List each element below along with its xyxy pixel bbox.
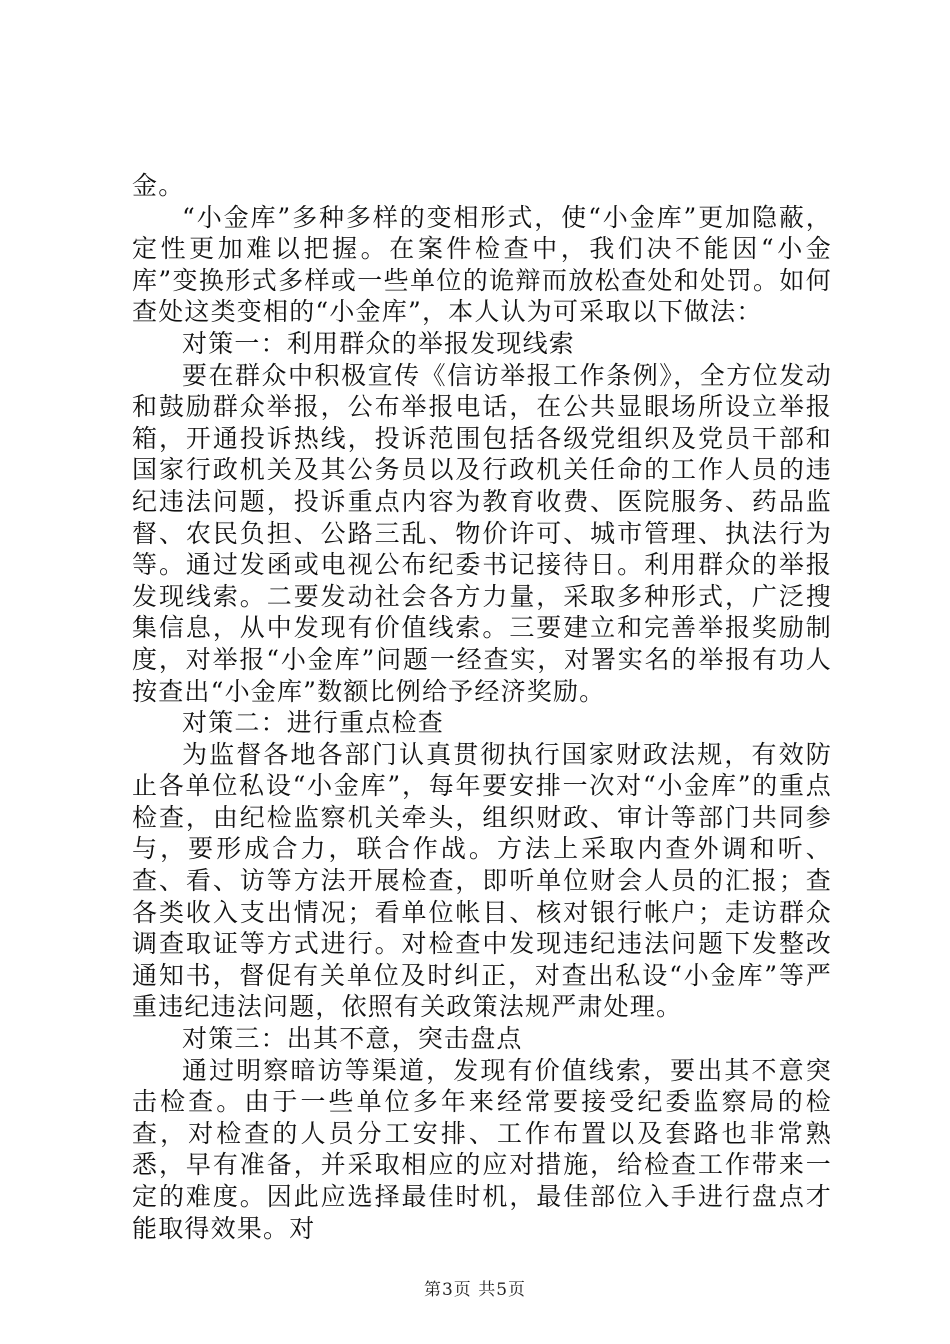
section-heading-strategy-1: 对策一：利用群众的举报发现线索: [182, 328, 576, 358]
paragraph-strategy-1: 要在群众中积极宣传《信访举报工作条例》，全方位发动和鼓励群众举报，公布举报电话，在公共显眼场所设立举报箱，开通投诉热线，投诉范围包括各级党组织及党员干部和国家行政机关及其公务员以及行政机关任命的工作人员的违纪违法问题，投诉重点内容为教育收费、医院服务、药品监督、农民负担、公路三乱、物价许可、城市管理、执法行为等。通过发函或电视公布纪委书记接待日。利用群众的举报发现线索。二要发动社会各方力量，采取多种形式，广泛搜集信息，从中发现有价值线索。三要建立和完善举报奖励制度，对举报“小金库”问题一经查实，对署实名的举报有功人按查出“小金库”数额比例给予经济奖励。: [132, 360, 832, 706]
document-body: [132, 170, 832, 1244]
paragraph-strategy-3: 通过明察暗访等渠道，发现有价值线索，要出其不意突击检查。由于一些单位多年来经常要接受纪委监察局的检查，对检查的人员分工安排、工作布置以及套路也非常熟悉，早有准备，并采取相应的应对措施，给检查工作带来一定的难度。因此应选择最佳时机，最佳部位入手进行盘点才能取得效果。对: [132, 1055, 832, 1243]
section-heading-strategy-2: 对策二：进行重点检查: [182, 708, 445, 738]
paragraph-strategy-2: 为监督各地各部门认真贯彻执行国家财政法规，有效防止各单位私设“小金库”，每年要安排一次对“小金库”的重点检查，由纪检监察机关牵头，组织财政、审计等部门共同参与，要形成合力，联合作战。方法上采取内查外调和听、查、看、访等方法开展检查，即听单位财会人员的汇报；查各类收入支出情况；看单位帐目、核对银行帐户；走访群众调查取证等方式进行。对检查中发现违纪违法问题下发整改通知书，督促有关单位及时纠正，对查出私设“小金库”等严重违纪违法问题，依照有关政策法规严肃处理。: [132, 739, 832, 1022]
section-heading-strategy-3: 对策三：出其不意，突击盘点: [182, 1024, 523, 1054]
page-number-footer: 第3页 共5页: [423, 1280, 527, 1300]
paragraph-continuation: 金。: [132, 171, 185, 200]
paragraph-intro: “小金库”多种多样的变相形式，使“小金库”更加隐蔽，定性更加难以把握。在案件检查中，我们决不能因“小金库”变换形式多样或一些单位的诡辩而放松查处和处罚。如何查处这类变相的“小金库”，本人认为可采取以下做法：: [132, 202, 832, 327]
